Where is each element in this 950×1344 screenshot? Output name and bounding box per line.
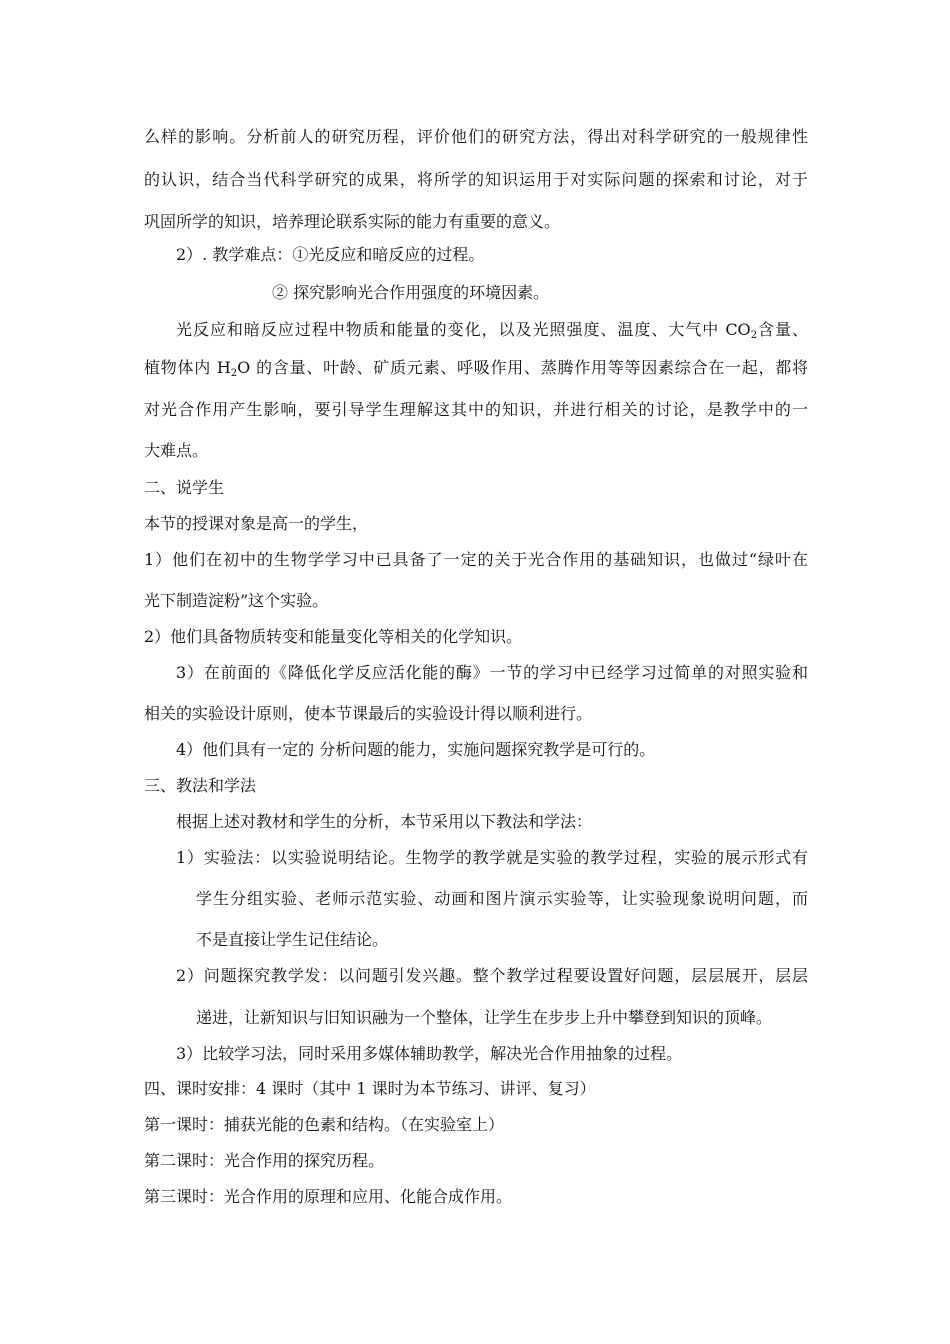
- subscript: 2: [230, 368, 238, 379]
- paragraph-line: [176, 320, 808, 342]
- schedule-item: 第三课时：光合作用的原理和应用、化能合成作用。: [144, 1187, 513, 1206]
- difficulty-item: ② 探究影响光合作用强度的环境因素。: [272, 283, 550, 302]
- paragraph-line: 对光合作用产生影响，要引导学生理解这其中的知识，并进行相关的讨论，是教学中的一: [144, 400, 808, 419]
- section-heading: 四、课时安排：4 课时（其中 1 课时为本节练习、讲评、复习）: [144, 1079, 596, 1098]
- text-segment: 含量、: [757, 320, 808, 339]
- text-segment: O 的含量、叶龄、矿质元素、呼吸作用、蒸腾作用等等因素综合在一起，都将: [237, 358, 808, 377]
- section-heading: 三、教法和学法: [144, 776, 257, 795]
- list-item: 1）他们在初中的生物学学习中已具备了一定的关于光合作用的基础知识，也做过“绿叶在: [144, 550, 808, 569]
- text-segment: 植物体内 H: [144, 358, 231, 377]
- text-segment: 光反应和暗反应过程中物质和能量的变化，以及光照强度、温度、大气中 CO: [176, 320, 751, 339]
- list-item: 1）实验法：以实验说明结论。生物学的教学就是实验的教学过程，实验的展示形式有: [176, 848, 808, 867]
- paragraph-line: 本节的授课对象是高一的学生，: [144, 514, 369, 533]
- paragraph-line: 根据上述对教材和学生的分析，本节采用以下教法和学法：: [176, 812, 593, 831]
- list-item: 3）在前面的《降低化学反应活化能的酶》一节的学习中已经学习过简单的对照实验和: [176, 663, 808, 682]
- paragraph-line: 的认识，结合当代科学研究的成果，将所学的知识运用于对实际问题的探索和讨论，对于: [144, 170, 808, 189]
- schedule-item: 第一课时：捕获光能的色素和结构。（在实验室上）: [144, 1115, 505, 1134]
- list-item: 光下制造淀粉”这个实验。: [144, 591, 329, 610]
- list-item: 4）他们具有一定的 分析问题的能力，实施问题探究教学是可行的。: [176, 740, 656, 759]
- list-item: 不是直接让学生记住结论。: [196, 930, 389, 949]
- paragraph-line: 巩固所学的知识，培养理论联系实际的能力有重要的意义。: [144, 212, 561, 231]
- difficulty-heading: 2）. 教学难点：①光反应和暗反应的过程。: [176, 245, 485, 264]
- paragraph-line: 大难点。: [144, 441, 209, 460]
- list-item: 2）问题探究教学发：以问题引发兴趣。整个教学过程要设置好问题，层层展开，层层: [176, 966, 808, 985]
- subscript: 2: [750, 330, 758, 341]
- paragraph-line: 么样的影响。分析前人的研究历程，评价他们的研究方法，得出对科学研究的一般规律性: [144, 127, 808, 146]
- paragraph-line: [144, 358, 808, 380]
- list-item: 学生分组实验、老师示范实验、动画和图片演示实验等，让实验现象说明问题，而: [196, 889, 808, 908]
- list-item: 递进，让新知识与旧知识融为一个整体，让学生在步步上升中攀登到知识的顶峰。: [196, 1008, 773, 1027]
- list-item: 3）比较学习法，同时采用多媒体辅助教学，解决光合作用抽象的过程。: [176, 1044, 683, 1063]
- section-heading: 二、说学生: [144, 478, 225, 497]
- schedule-item: 第二课时：光合作用的探究历程。: [144, 1151, 385, 1170]
- list-item: 2）他们具备物质转变和能量变化等相关的化学知识。: [144, 627, 523, 646]
- list-item: 相关的实验设计原则，使本节课最后的实验设计得以顺利进行。: [144, 704, 593, 723]
